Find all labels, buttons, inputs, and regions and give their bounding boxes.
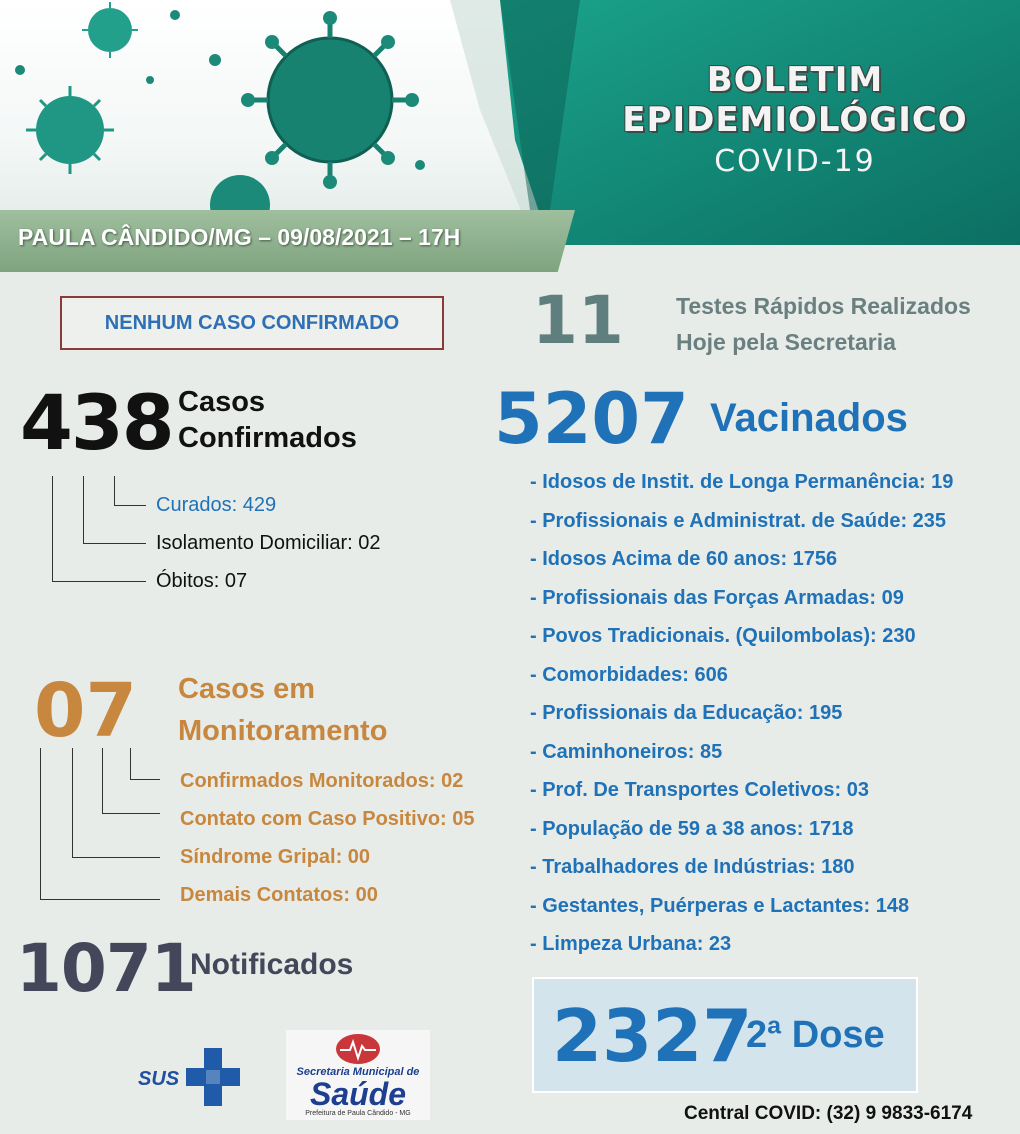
saude-logo-line2: Saúde [309, 1076, 407, 1112]
home-isolation-item: Isolamento Domiciliar: 02 [156, 532, 381, 554]
list-item: - Idosos Acima de 60 anos: 1756 [530, 548, 838, 570]
sus-logo [138, 1048, 242, 1108]
saude-logo-line1: Secretaria Municipal de [296, 1066, 420, 1078]
monitoring-item: Confirmados Monitorados: 02 [180, 770, 464, 792]
list-item: - Profissionais e Administrat. de Saúde: 235 [530, 509, 947, 532]
tests-label [676, 288, 971, 360]
confirmed-count: 438 [20, 378, 173, 467]
monitoring-label-line2: Monitoramento [178, 715, 388, 747]
monitoring-label-line1: Casos em [178, 673, 316, 705]
title-line2: EPIDEMIOLÓGICO [622, 100, 968, 140]
monitoring-item: Contato com Caso Positivo: 05 [180, 808, 475, 830]
monitoring-label [178, 668, 387, 752]
list-item: - Povos Tradicionais. (Quilombolas): 230 [530, 625, 916, 647]
no-case-box [60, 296, 444, 350]
cured-item: Curados: 429 [156, 494, 277, 516]
central-covid-phone: Central COVID: (32) 9 9833-6174 [684, 1103, 973, 1124]
list-item: - Gestantes, Puérperas e Lactantes: 148 [530, 894, 910, 917]
confirmed-label-line2: Confirmados [178, 422, 357, 454]
notified-count: 1071 [16, 930, 196, 1007]
confirmed-label [178, 384, 357, 456]
header-title [590, 60, 1000, 184]
list-item: - Profissionais da Educação: 195 [530, 702, 843, 724]
sus-logo-text: SUS [138, 1068, 180, 1090]
list-item: - Trabalhadores de Indústrias: 180 [530, 856, 855, 878]
deaths-item: Óbitos: 07 [156, 570, 248, 592]
tests-label-line1: Testes Rápidos Realizados [676, 293, 971, 319]
second-dose-label: 2ª Dose [746, 1014, 885, 1056]
vaccinated-count: 5207 [494, 378, 689, 460]
header [0, 0, 1020, 245]
list-item: - Limpeza Urbana: 23 [530, 933, 732, 955]
monitoring-count: 07 [34, 668, 137, 754]
vaccinated-label: Vacinados [710, 396, 908, 440]
list-item: - Comorbidades: 606 [530, 663, 728, 686]
tests-label-line2: Hoje pela Secretaria [676, 329, 896, 355]
virus-illustration [0, 0, 470, 215]
list-item: - Caminhoneiros: 85 [530, 740, 723, 763]
saude-logo-line3: Prefeitura de Paula Cândido - MG [305, 1110, 411, 1117]
vaccinated-groups-list [530, 468, 953, 969]
second-dose-count: 2327 [552, 994, 753, 1078]
monitoring-item: Demais Contatos: 00 [180, 884, 378, 906]
no-case-text: NENHUM CASO CONFIRMADO [104, 312, 400, 334]
confirmed-label-line1: Casos [178, 386, 266, 418]
tree-connector [40, 748, 160, 900]
title-line1: BOLETIM [706, 60, 884, 100]
sus-cross-icon [186, 1048, 240, 1106]
list-item: - Prof. De Transportes Coletivos: 03 [530, 779, 869, 801]
location-date: PAULA CÂNDIDO/MG – 09/08/2021 – 17H [18, 224, 461, 250]
monitoring-item: Síndrome Gripal: 00 [180, 846, 371, 868]
tests-count: 11 [532, 282, 624, 359]
list-item: - Idosos de Instit. de Longa Permanência: 19 [530, 471, 954, 493]
tree-connector [52, 476, 146, 582]
list-item: - Profissionais das Forças Armadas: 09 [530, 586, 904, 609]
list-item: - População de 59 a 38 anos: 1718 [530, 817, 854, 840]
notified-label: Notificados [190, 948, 354, 981]
title-line3: COVID-19 [714, 144, 876, 179]
saude-logo [286, 1030, 430, 1120]
heart-icon [334, 1032, 382, 1066]
